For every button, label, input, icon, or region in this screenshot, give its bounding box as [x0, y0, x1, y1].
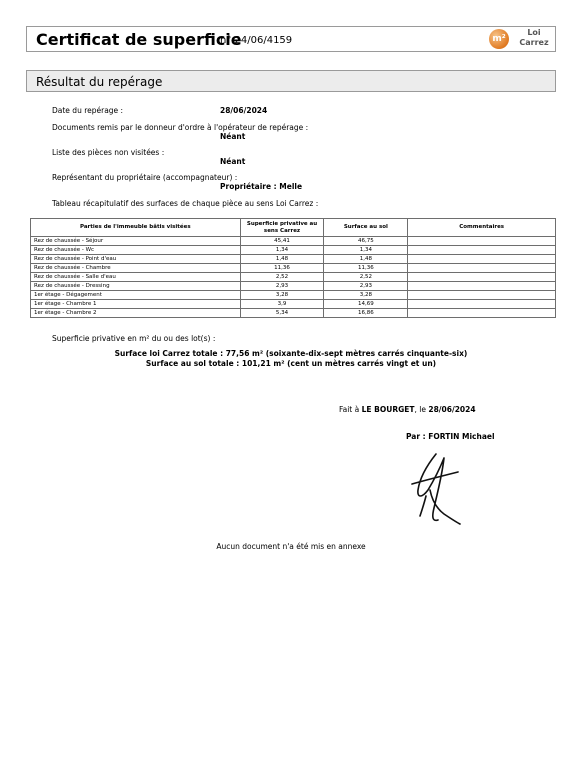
table-row: [31, 300, 556, 309]
table-row: [31, 309, 556, 318]
floor-surface: 2,93: [324, 282, 408, 291]
carrez-surface: 3,28: [240, 291, 324, 300]
date-value: 28/06/2024: [220, 106, 268, 115]
unvisited-rooms-value: Néant: [220, 157, 246, 166]
carrez-surface: 1,48: [240, 255, 324, 264]
certificate-title: Certificat de superficie: [36, 30, 242, 49]
loi-carrez-logo-icon: m²: [489, 29, 509, 49]
floor-total: Surface au sol totale : 101,21 m² (cent un mètres carrés vingt et un): [145, 359, 437, 368]
table-header-row: [31, 219, 556, 237]
signoff-date: 28/06/2024: [428, 405, 476, 414]
signoff-place: LE BOURGET: [361, 405, 415, 414]
column-header-carrez: Superficie privative au sens Carrez: [240, 219, 324, 237]
table-row: [31, 255, 556, 264]
date-label: Date du repérage :: [52, 106, 124, 115]
representative-value: Propriétaire : Melle: [220, 182, 303, 191]
column-header-comments: Commentaires: [408, 219, 556, 237]
comment: [408, 237, 556, 246]
summary-label: Superficie privative en m² du ou des lot(s) :: [52, 334, 216, 343]
comment: [408, 291, 556, 300]
floor-surface: 16,86: [324, 309, 408, 318]
carrez-surface: 2,93: [240, 282, 324, 291]
signoff-line: [339, 405, 476, 414]
carrez-surface: 11,36: [240, 264, 324, 273]
column-header-parts: Parties de l'immeuble bâtis visitées: [31, 219, 241, 237]
documents-value: Néant: [220, 132, 246, 141]
table-row: [31, 264, 556, 273]
certificate-header: [26, 26, 556, 52]
carrez-surface: 1,34: [240, 246, 324, 255]
floor-surface: 14,69: [324, 300, 408, 309]
signoff-le: , le: [414, 405, 426, 414]
carrez-surface: 3,9: [240, 300, 324, 309]
table-caption: Tableau récapitulatif des surfaces de chaque pièce au sens Loi Carrez :: [52, 199, 319, 208]
loi-carrez-logo-text: Loi Carrez: [519, 28, 549, 47]
floor-surface: 46,75: [324, 237, 408, 246]
comment: [408, 255, 556, 264]
room-name: Rez de chaussée - Point d'eau: [31, 255, 241, 264]
unvisited-rooms-label: Liste des pièces non visitées :: [52, 148, 165, 157]
room-name: 1er étage - Chambre 2: [31, 309, 241, 318]
comment: [408, 300, 556, 309]
room-name: Rez de chaussée - Chambre: [31, 264, 241, 273]
comment: [408, 264, 556, 273]
room-name: 1er étage - Dégagement: [31, 291, 241, 300]
comment: [408, 273, 556, 282]
table-row: [31, 282, 556, 291]
table-row: [31, 291, 556, 300]
handwritten-signature: [408, 450, 468, 525]
signoff-prefix: Fait à: [339, 405, 360, 414]
comment: [408, 246, 556, 255]
section-header: [26, 70, 556, 92]
representative-label: Représentant du propriétaire (accompagnateur) :: [52, 173, 238, 182]
carrez-surface: 5,34: [240, 309, 324, 318]
comment: [408, 309, 556, 318]
floor-surface: 2,52: [324, 273, 408, 282]
room-name: Rez de chaussée - Dressing: [31, 282, 241, 291]
room-name: Rez de chaussée - Wc: [31, 246, 241, 255]
carrez-surface: 2,52: [240, 273, 324, 282]
table-row: [31, 237, 556, 246]
table-row: [31, 246, 556, 255]
room-name: Rez de chaussée - Séjour: [31, 237, 241, 246]
floor-surface: 3,28: [324, 291, 408, 300]
comment: [408, 282, 556, 291]
room-name: Rez de chaussée - Salle d'eau: [31, 273, 241, 282]
floor-surface: 11,36: [324, 264, 408, 273]
carrez-total: Surface loi Carrez totale : 77,56 m² (soixante-dix-sept mètres carrés cinquante-six): [114, 349, 468, 358]
column-header-floor-surface: Surface au sol: [324, 219, 408, 237]
surfaces-table: [30, 218, 556, 318]
section-title: Résultat du repérage: [36, 75, 163, 89]
table-row: [31, 273, 556, 282]
carrez-surface: 45,41: [240, 237, 324, 246]
floor-surface: 1,34: [324, 246, 408, 255]
annex-note: Aucun document n'a été mis en annexe: [216, 542, 366, 551]
certificate-number: n° 24/06/4159: [220, 35, 293, 46]
floor-surface: 1,48: [324, 255, 408, 264]
documents-label: Documents remis par le donneur d'ordre à l'opérateur de repérage :: [52, 123, 309, 132]
signatory: Par : FORTIN Michael: [406, 432, 495, 441]
room-name: 1er étage - Chambre 1: [31, 300, 241, 309]
